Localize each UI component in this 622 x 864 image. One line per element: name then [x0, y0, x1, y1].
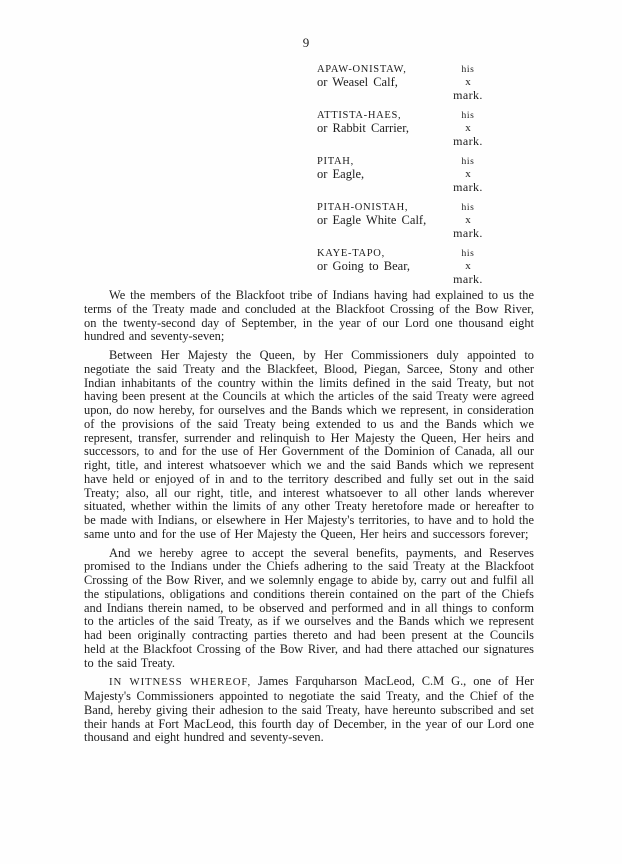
x-mark: x	[465, 168, 471, 180]
signatory-translation: or Rabbit Carrier,	[317, 121, 410, 135]
mark-label: mark.	[453, 272, 483, 286]
treaty-body-text	[84, 289, 534, 750]
signatory	[317, 63, 439, 90]
x-mark: x	[465, 76, 471, 88]
his-label: his	[461, 249, 475, 259]
witness-whereof-rest: James Farquharson MacLeod, C.M G., one of Her Majesty's Commissioners appointed to negotiate the said Treaty, and the Chief of the Band, hereby giving their adhesion to the said Treaty, have hereunto subscribed and set their hands at Fort MacLeod, this fourth day of December, in the year of our Lord one thousand and eight hundred and seventy-seven.	[84, 674, 534, 745]
paragraph-surrender-terms: Between Her Majesty the Queen, by Her Commissioners duly appointed to negotiate the said Treaty and the Blackfeet, Blood, Piegan, Sarcee, Stony and other Indian inhabitants of the country within the limits defined in the said Treaty, but not having been present at the Councils at which the articles of the said Treaty were agreed upon, do now hereby, for ourselves and the Bands which we represent, in consideration of the provisions of the said Treaty being extended to us and the Bands which we represent, transfer, surrender and relinquish to Her Majesty the Queen, Her heirs and successors, to and for the use of Her Government of the Dominion of Canada, all our right, title, and interest whatsoever which we and the said Bands which we represent have held or enjoyed of in and to the territory described and fully set out in the said Treaty; also, all our right, title, and interest whatsoever to all other lands wherever situated, whether within the limits of any other Treaty heretofore made or hereafter to be made with Indians, or elsewhere in Her Majesty's territories, to have and to hold the same unto and for the use of Her Majesty the Queen, Her heirs and successors forever;	[84, 348, 534, 541]
page-number: 9	[302, 35, 310, 50]
his-label: his	[461, 65, 475, 75]
mark-label: mark.	[453, 180, 483, 194]
x-mark: x	[465, 214, 471, 226]
signatory-name: PITAH-ONISTAH,	[317, 202, 409, 213]
signatory-name: KAYE-TAPO,	[317, 248, 385, 259]
mark-label: mark.	[453, 88, 483, 102]
signatory-translation: or Weasel Calf,	[317, 75, 398, 89]
mark-label: mark.	[453, 134, 483, 148]
x-mark: x	[465, 260, 471, 272]
signature-mark-column	[439, 63, 497, 102]
his-label: his	[461, 111, 475, 121]
his-label: his	[461, 203, 475, 213]
x-mark: x	[465, 122, 471, 134]
signature-row	[317, 155, 532, 194]
mark-label: mark.	[453, 226, 483, 240]
signatory-translation: or Going to Bear,	[317, 259, 410, 273]
signature-row	[317, 247, 532, 286]
signature-row	[317, 201, 532, 240]
signature-row	[317, 63, 532, 102]
signature-row	[317, 109, 532, 148]
signatory	[317, 155, 439, 182]
signature-mark-column	[439, 155, 497, 194]
paragraph-members-declaration: We the members of the Blackfoot tribe of Indians having had explained to us the terms of the Treaty made and concluded at the Blackfoot Crossing of the Bow River, on the twenty-second day of September, in the year of our Lord one thousand eight hundred and seventy-seven;	[84, 288, 534, 344]
his-label: his	[461, 157, 475, 167]
signatory-translation: or Eagle White Calf,	[317, 213, 427, 227]
signatory-name: APAW-ONISTAW,	[317, 64, 407, 75]
signatory	[317, 109, 439, 136]
paragraph-witness-whereof	[84, 675, 534, 745]
witness-whereof-lead: IN WITNESS WHEREOF,	[109, 676, 252, 689]
signature-mark-column	[439, 247, 497, 286]
signatory	[317, 247, 439, 274]
signatory	[317, 201, 439, 228]
signatory-name: ATTISTA-HAES,	[317, 110, 402, 121]
signature-mark-column	[439, 201, 497, 240]
paragraph-agreement-benefits: And we hereby agree to accept the several benefits, payments, and Reserves promised to the Indians under the Chiefs adhering to the said Treaty at the Blackfoot Crossing of the Bow River, and we solemnly engage to abide by, carry out and fulfil all the stipulations, obligations and conditions therein contained on the part of the Chiefs and Indians therein named, to be observed and performed and in all things to conform to the articles of the said Treaty, as if we ourselves and the Bands which we represent had been originally contracting parties thereto and had been present at the Councils held at the Blackfoot Crossing of the Bow River, and had there attached our signatures to the said Treaty.	[84, 545, 534, 670]
signatory-translation: or Eagle,	[317, 167, 365, 181]
signature-mark-column	[439, 109, 497, 148]
signatory-name: PITAH,	[317, 156, 354, 167]
signature-list	[317, 63, 532, 293]
